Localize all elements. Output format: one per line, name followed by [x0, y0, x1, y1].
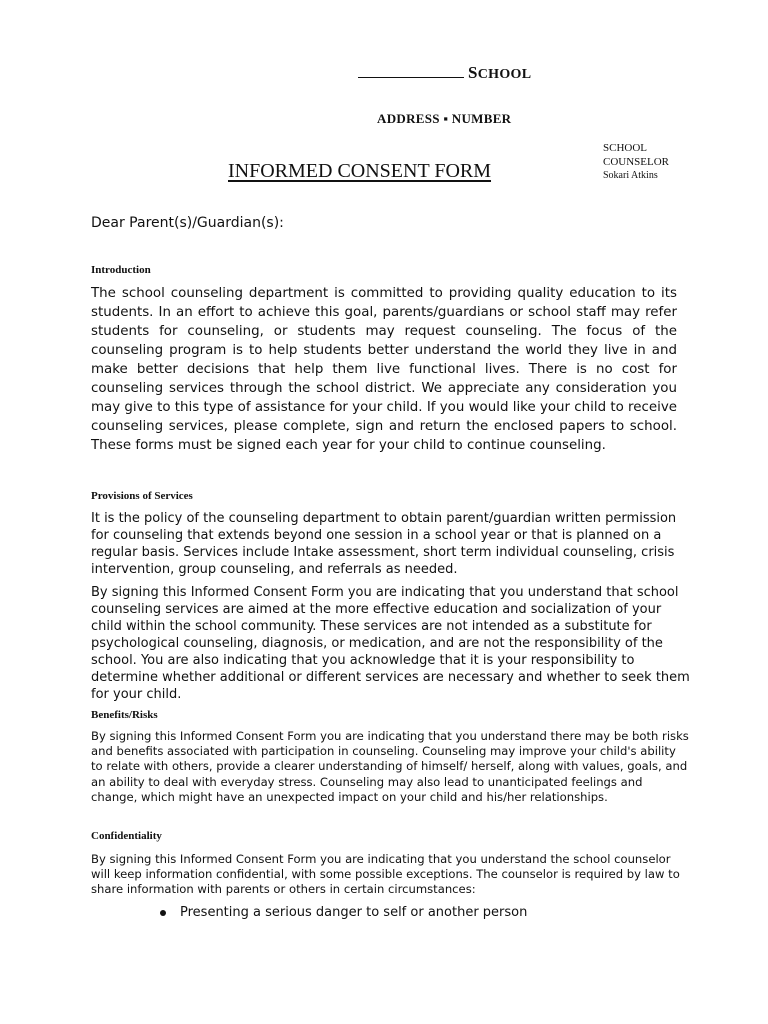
confidentiality-heading: Confidentiality — [91, 830, 162, 842]
counselor-block — [603, 141, 683, 183]
benefits-heading: Benefits/Risks — [91, 709, 158, 721]
school-name-line — [358, 62, 531, 83]
confidentiality-paragraph: By signing this Informed Consent Form you are indicating that you understand the school counselor will keep information confidential, with some possible exceptions. The counselor is required by law to share information with parents or others in certain circumstances: — [91, 852, 680, 897]
list-item-text: Presenting a serious danger to self or another person — [180, 905, 528, 920]
school-label-rest: CHOOL — [477, 67, 532, 82]
form-title: INFORMED CONSENT FORM — [228, 160, 492, 182]
bullet-icon — [160, 910, 166, 916]
confidentiality-bullet-list — [160, 905, 527, 920]
address-number: ADDRESS ▪ NUMBER — [377, 111, 512, 126]
provisions-heading: Provisions of Services — [91, 490, 193, 502]
introduction-heading: Introduction — [91, 264, 151, 276]
introduction-paragraph: The school counseling department is committed to providing quality education to its students. In an effort to achieve this goal, parents/guardians or school staff may refer students for counseling, or students may request counseling. The focus of the counseling program is to help students better understand the world they live in and make better decisions that help them live functional lives. There is no cost for counseling services through the school district. We appreciate any consideration you may give to this type of assistance for your child. If you would like your child to receive counseling services, please complete, sign and return the enclosed papers to school. These forms must be signed each year for your child to continue counseling. — [91, 286, 677, 453]
greeting: Dear Parent(s)/Guardian(s): — [91, 215, 284, 231]
school-label-initial: S — [468, 63, 478, 82]
provisions-paragraph-2: By signing this Informed Consent Form you are indicating that you understand that school counseling services are aimed at the more effective education and socialization of your child within the school community. These services are not intended as a substitute for psychological counseling, diagnosis, or medication, and are not the responsibility of the school. You are also indicating that you acknowledge that it is your responsibility to determine whether additional or different services are necessary and whether to seek them for your child. — [91, 585, 690, 702]
counselor-title: SCHOOL COUNSELOR — [603, 142, 670, 168]
benefits-paragraph: By signing this Informed Consent Form you are indicating that you understand there may be both risks and benefits associated with participation in counseling. Counseling may improve your child's ability to relate with others, provide a clearer understanding of himself/ herself, along with values, goals, and an ability to deal with everyday stress. Counseling may also lead to unanticipated feelings and change, which might have an unexpected impact on your child and his/her relationships. — [91, 729, 689, 804]
school-name-blank — [358, 62, 464, 78]
counselor-name: Sokari Atkins — [603, 170, 658, 181]
list-item — [160, 905, 527, 920]
provisions-paragraph-1: It is the policy of the counseling department to obtain parent/guardian written permission for counseling that extends beyond one session in a school year or that is planned on a regular basis. Services include Intake assessment, short term individual counseling, crisis intervention, group counseling, and referrals as needed. — [91, 511, 677, 577]
